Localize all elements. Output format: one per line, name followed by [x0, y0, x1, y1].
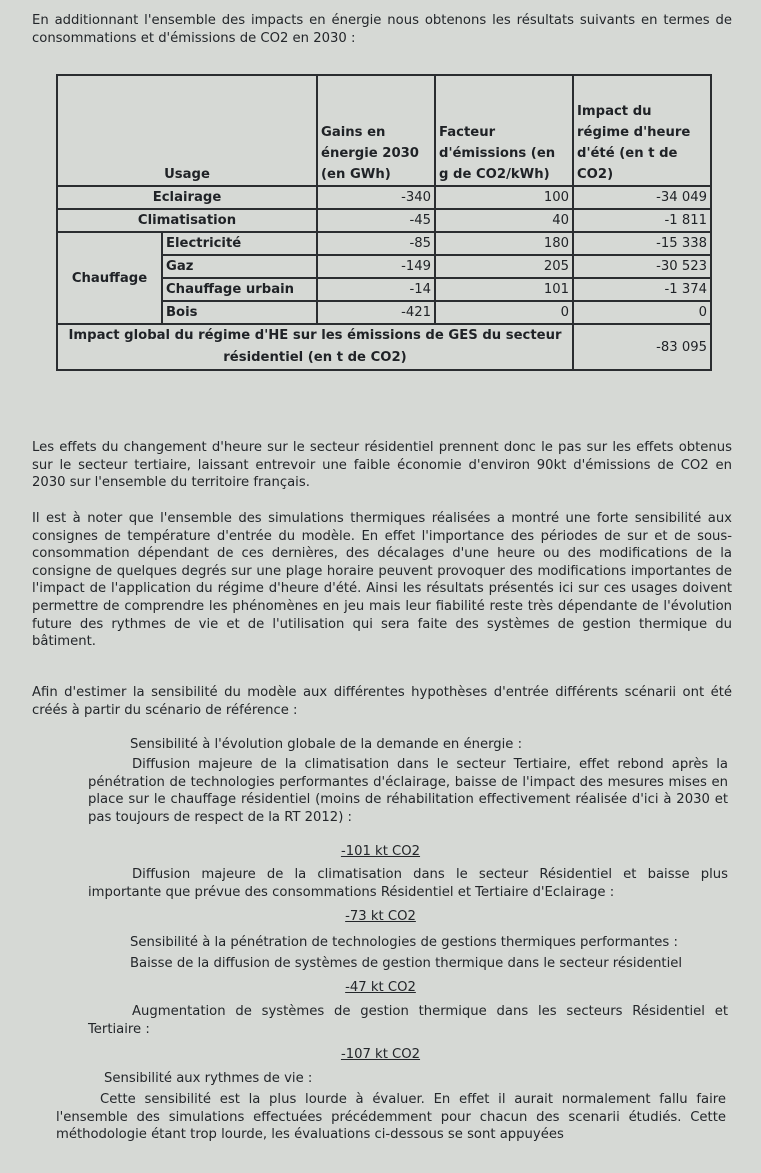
table-row	[57, 232, 711, 255]
table-total-row	[57, 324, 711, 370]
row-label-eclairage: Eclairage	[57, 186, 317, 209]
paragraph-residential-effects: Les effets du changement d'heure sur le secteur résidentiel prennent donc le pas sur les effets obtenus sur le secteur tertiaire, laissant entrevoir une faible économie d'environ 90kt d'émissions de CO2 en 2030 sur l'ensemble du territoire français.	[32, 440, 732, 491]
cell-impact: -1 811	[573, 209, 711, 232]
table-row	[57, 209, 711, 232]
row-label-chauffage: Chauffage	[57, 232, 162, 324]
table-row	[57, 186, 711, 209]
scenario-climatisation-body: Diffusion majeure de la climatisation dans le secteur Résidentiel et baisse plus importante que prévue des consommations Résidentiel et Tertiaire d'Eclairage :	[88, 867, 728, 900]
cell-facteur: 180	[435, 232, 573, 255]
row-label-electricite: Electricité	[162, 232, 317, 255]
paragraph-sensitivity-note: Il est à noter que l'ensemble des simulations thermiques réalisées a montré une forte sensibilité aux consignes de température d'entrée du modèle. En effet l'importance des périodes de sur et de sous-consommation dépendant de ces dernières, des décalages d'une heure ou des modifications de la consigne de quelques degrés sur une plage horaire peuvent provoquer des modifications importantes de l'impact de l'application du régime d'heure d'été. Ainsi les résultats présentés ici sur ces usages doivent permettre de comprendre les phénomènes en jeu mais leur fiabilité reste très dépendante de l'évolution future des rythmes de vie et de l'utilisation qui sera faite des systèmes de gestion thermique du bâtiment.	[32, 511, 732, 650]
header-usage: Usage	[57, 75, 317, 186]
cell-facteur: 205	[435, 255, 573, 278]
intro-paragraph: En additionnant l'ensemble des impacts en énergie nous obtenons les résultats suivants en termes de consommations et d'émissions de CO2 en 2030 :	[32, 13, 732, 46]
cell-gains: -45	[317, 209, 435, 232]
cell-gains: -85	[317, 232, 435, 255]
cell-impact: 0	[573, 301, 711, 324]
scenario-increase-result: -107 kt CO2	[340, 1047, 421, 1062]
scenario-demand-title: Sensibilité à l'évolution globale de la demande en énergie :	[130, 737, 523, 752]
row-label-bois: Bois	[162, 301, 317, 324]
paragraph-scenarios-intro: Afin d'estimer la sensibilité du modèle aux différentes hypothèses d'entrée différents scénarii ont été créés à partir du scénario de référence :	[32, 685, 732, 718]
header-facteur: Facteur d'émissions (en g de CO2/kWh)	[435, 75, 573, 186]
scenario-increase-body: Augmentation de systèmes de gestion thermique dans les secteurs Résidentiel et Tertiaire :	[88, 1004, 728, 1037]
table-header-row	[57, 75, 711, 186]
cell-impact: -30 523	[573, 255, 711, 278]
scenario-thermal-body: Baisse de la diffusion de systèmes de gestion thermique dans le secteur résidentiel	[130, 956, 683, 971]
scenario-rhythms-body: Cette sensibilité est la plus lourde à évaluer. En effet il aurait normalement fallu faire l'ensemble des simulations effectuées précédemment pour chacun des scenarii étudiés. Cette méthodologie étant trop lourde, les évaluations ci-dessous se sont appuyées	[56, 1092, 726, 1143]
cell-gains: -14	[317, 278, 435, 301]
total-label: Impact global du régime d'HE sur les émissions de GES du secteur résidentiel (en t de CO2)	[57, 324, 573, 370]
scenario-thermal-title: Sensibilité à la pénétration de technologies de gestions thermiques performantes :	[130, 935, 678, 950]
row-label-chauffage-urbain: Chauffage urbain	[162, 278, 317, 301]
cell-facteur: 101	[435, 278, 573, 301]
total-value: -83 095	[573, 324, 711, 370]
scenario-climatisation-result: -73 kt CO2	[345, 909, 416, 924]
cell-facteur: 0	[435, 301, 573, 324]
cell-facteur: 100	[435, 186, 573, 209]
header-gains: Gains en énergie 2030 (en GWh)	[317, 75, 435, 186]
scenario-demand-body: Diffusion majeure de la climatisation dans le secteur Tertiaire, effet rebond après la pénétration de technologies performantes d'éclairage, baisse de l'impact des mesures mises en place sur le chauffage résidentiel (moins de réhabilitation effectivement réalisée d'ici à 2030 et pas toujours de respect de la RT 2012) :	[88, 757, 728, 825]
cell-facteur: 40	[435, 209, 573, 232]
cell-impact: -15 338	[573, 232, 711, 255]
header-impact: Impact du régime d'heure d'été (en t de CO2)	[573, 75, 711, 186]
cell-impact: -34 049	[573, 186, 711, 209]
cell-gains: -340	[317, 186, 435, 209]
scenario-thermal-result: -47 kt CO2	[345, 980, 416, 995]
cell-gains: -149	[317, 255, 435, 278]
emissions-table	[56, 74, 712, 371]
cell-gains: -421	[317, 301, 435, 324]
row-label-climatisation: Climatisation	[57, 209, 317, 232]
cell-impact: -1 374	[573, 278, 711, 301]
row-label-gaz: Gaz	[162, 255, 317, 278]
scenario-rhythms-title: Sensibilité aux rythmes de vie :	[104, 1071, 313, 1086]
scenario-demand-result: -101 kt CO2	[340, 844, 421, 859]
